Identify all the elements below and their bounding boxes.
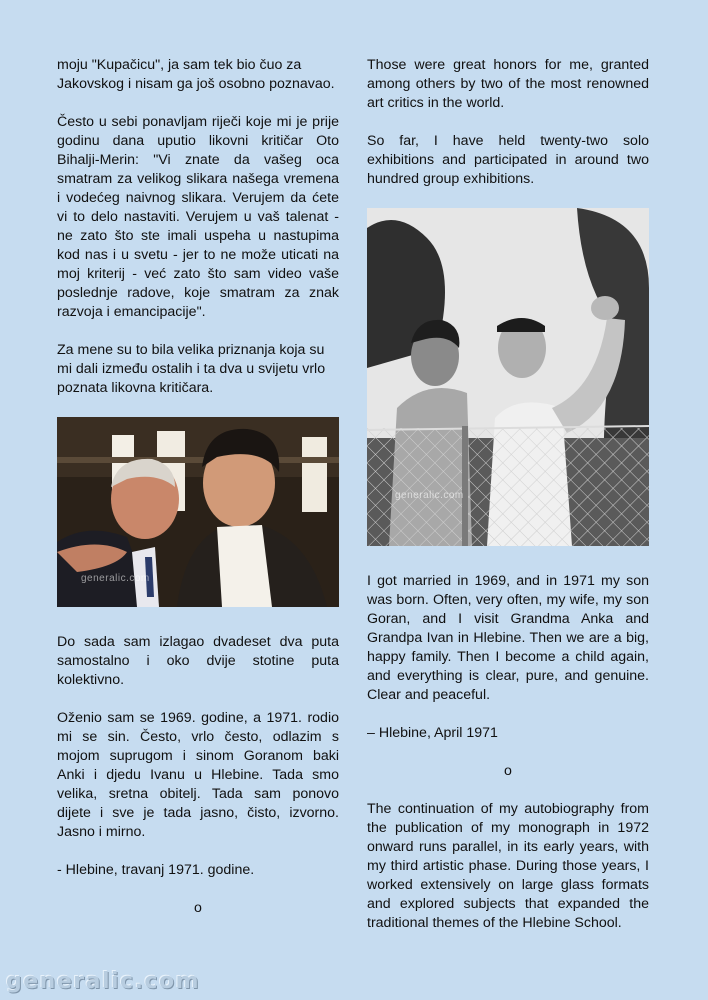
paragraph: I got married in 1969, and in 1971 my son was born. Often, very often, my wife, my son Goran, and I visit Grandma Anka and Grandpa Ivan in Hlebine. Then we are a big, happy family. Then I become a child again, and everything is clear, pure, and genuine. Clear and peaceful. — [367, 573, 649, 703]
paragraph: Those were great honors for me, granted among others by two of the most renowned art critics in the world. — [367, 57, 649, 111]
paragraph: - Hlebine, travanj 1971. godine. — [57, 862, 255, 878]
color-photo-two-men — [57, 417, 339, 607]
paragraph: Do sada sam izlagao dvadeset dva puta samostalno i oko dvije stotine puta kolektivno. — [57, 634, 339, 688]
paragraph: The continuation of my autobiography from the publication of my monograph in 1972 onward runs parallel, in its early years, with my third artistic phase. During those years, I worked extensively on large glass formats and explored subjects that expanded the traditional themes of the Hlebine School. — [367, 801, 649, 931]
paragraph: moju "Kupačicu", ja sam tek bio čuo za Jakovskog i nisam ga još osobno poznavao. — [57, 57, 335, 92]
site-logo[interactable]: generalic.com — [6, 969, 201, 994]
photo-watermark: generalic.com — [81, 573, 150, 584]
left-column — [57, 56, 339, 937]
photo-watermark: generalic.com — [395, 490, 464, 501]
paragraph: Oženio sam se 1969. godine, a 1971. rodio mi se sin. Često, vrlo često, odlazim s mojom suprugom i sinom Goranom baki Anki i djedu Ivanu u Hlebine. Tada smo velika, sretna obitelj. Tada sam ponovo dijete i sve je tada jasno, čisto, izvorno. Jasno i mirno. — [57, 710, 339, 840]
bw-photo-two-men-fence — [367, 208, 649, 546]
paragraph: – Hlebine, April 1971 — [367, 725, 498, 741]
paragraph: Često u sebi ponavljam riječi koje mi je prije godinu dana uputio likovni kritičar Oto Bihalji-Merin: "Vi znate da vašeg oca smatram za velikog slikara našega vremena i vodećeg naivnog slikara. Verujem da ćete vi to delo nastaviti. Verujem u vaš talenat - ne zato što ste imali uspeha u nastupima kod nas i u svetu - jer to ne može uticati na moj kriterij - već zato što sam video vaše poslednje radove, koje smatram za znak razvoja i emancipacije". — [57, 114, 339, 320]
right-column — [367, 56, 649, 952]
paragraph: So far, I have held twenty-two solo exhibitions and participated in around two hundred group exhibitions. — [367, 133, 649, 187]
section-ornament: o — [504, 763, 512, 779]
section-ornament: o — [194, 900, 202, 916]
paragraph: Za mene su to bila velika priznanja koja su mi dali između ostalih i ta dva u svijetu vrlo poznata likovna kritičara. — [57, 342, 326, 396]
